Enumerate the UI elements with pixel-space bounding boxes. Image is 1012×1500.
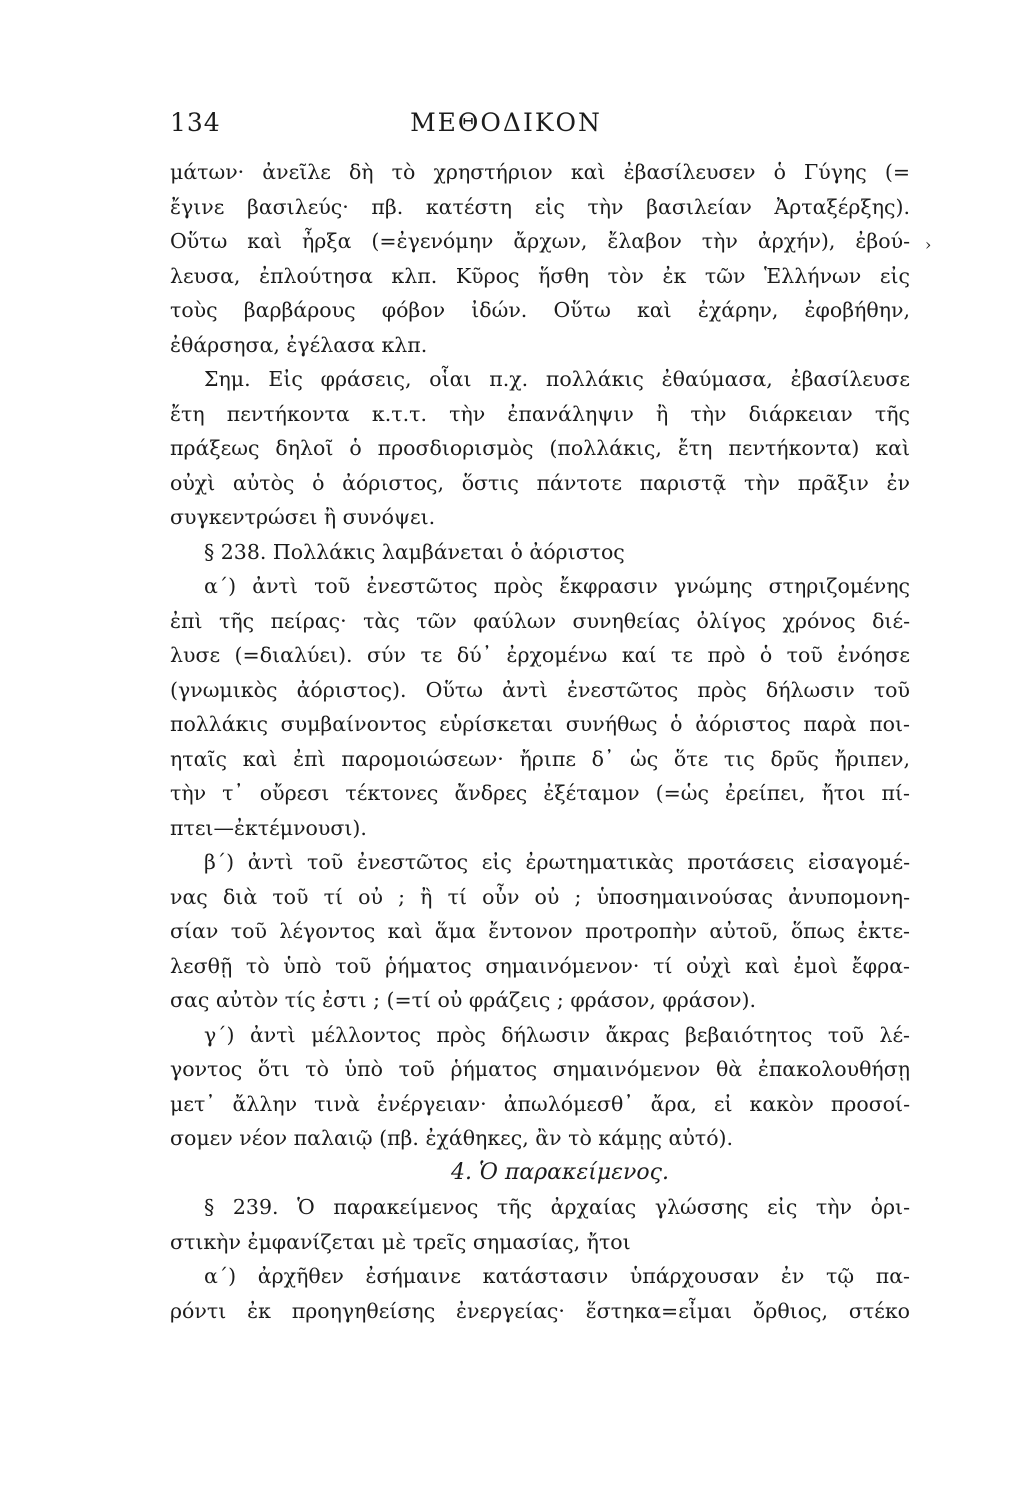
- note-line: Σημ. Εἰς φράσεις, οἷαι π.χ. πολλάκις ἐθαύμασα, ἐβασίλευσε: [204, 367, 910, 391]
- text-line: μετ᾽ ἄλλην τινὰ ἐνέργειαν· ἀπωλόμεσθ᾽ ἄρα, εἰ κακὸν προσοί-: [170, 1091, 910, 1116]
- text-line: α΄) ἀντὶ τοῦ ἐνεστῶτος πρὸς ἔκφρασιν γνώμης στηριζομένης: [204, 574, 910, 598]
- text-line: οὐχὶ αὐτὸς ὁ ἀόριστος, ὅστις πάντοτε παριστᾷ τὴν πρᾶξιν ἐν: [170, 470, 910, 495]
- margin-mark: ›: [925, 235, 932, 254]
- page-body: [170, 155, 910, 1328]
- text-line: ρόντι ἐκ προηγηθείσης ἐνεργείας· ἕστηκα=εἶμαι ὄρθιος, στέκο: [170, 1298, 910, 1323]
- text-line: ἐθάρσησα, ἐγέλασα κλπ.: [170, 332, 428, 357]
- text-line: στικὴν ἐμφανίζεται μὲ τρεῖς σημασίας, ἤτοι: [170, 1229, 631, 1254]
- text-line: γ΄) ἀντὶ μέλλοντος πρὸς δήλωσιν ἄκρας βεβαιότητος τοῦ λέ-: [204, 1022, 910, 1047]
- text-line: ἔτη πεντήκοντα κ.τ.τ. τὴν ἐπανάληψιν ἢ τὴν διάρκειαν τῆς: [170, 401, 910, 426]
- text-line: μάτων· ἀνεῖλε δὴ τὸ χρηστήριον καὶ ἐβασίλευσεν ὁ Γύγης (=: [170, 160, 910, 184]
- text-line: λυσε (=διαλύει). σύν τε δύ᾽ ἐρχομένω καί τε πρὸ ὁ τοῦ ἐνόησε: [170, 643, 910, 667]
- text-line: σίαν τοῦ λέγοντος καὶ ἅμα ἔντονον προτροπὴν αὐτοῦ, ὅπως ἐκτε-: [170, 919, 910, 943]
- text-line: συγκεντρώσει ἢ συνόψει.: [170, 505, 436, 529]
- text-line: σομεν νέον παλαιῷ (πβ. ἐχάθηκες, ἂν τὸ κάμῃς αὐτό).: [170, 1126, 734, 1150]
- page-number: 134: [170, 108, 221, 137]
- text-line: πολλάκις συμβαίνοντος εὑρίσκεται συνήθως ὁ ἀόριστος παρὰ ποι-: [170, 712, 910, 736]
- text-line: λεσθῇ τὸ ὑπὸ τοῦ ῥήματος σημαινόμενον· τί οὐχὶ καὶ ἐμοὶ ἔφρα-: [170, 953, 910, 978]
- section-heading-238: § 238. Πολλάκις λαμβάνεται ὁ ἀόριστος: [204, 539, 625, 564]
- text-line: α΄) ἀρχῆθεν ἐσήμαινε κατάστασιν ὑπάρχουσαν ἐν τῷ πα-: [204, 1264, 910, 1288]
- text-line: β΄) ἀντὶ τοῦ ἐνεστῶτος εἰς ἐρωτηματικὰς προτάσεις εἰσαγομέ-: [204, 850, 910, 874]
- text-line: τοὺς βαρβάρους φόβον ἰδών. Οὕτω καὶ ἐχάρην, ἐφοβήθην,: [170, 298, 910, 322]
- running-title: ΜΕΘΟΔΙΚΟΝ: [410, 108, 602, 137]
- text-line: τὴν τ᾽ οὔρεσι τέκτονες ἄνδρες ἐξέταμον (=ὡς ἐρείπει, ἤτοι πί-: [170, 781, 910, 805]
- section-heading-239: § 239. Ὁ παρακείμενος τῆς ἀρχαίας γλώσσης εἰς τὴν ὁρι-: [204, 1195, 910, 1219]
- text-line: νας διὰ τοῦ τί οὐ ; ἢ τί οὖν οὐ ; ὑποσημαινούσας ἀνυπομονη-: [170, 884, 910, 909]
- text-line: Οὕτω καὶ ἦρξα (=ἐγενόμην ἄρχων, ἔλαβον τὴν ἀρχήν), ἐβού-: [170, 229, 910, 253]
- subsection-heading: 4. Ὁ παρακείμενος.: [451, 1159, 669, 1185]
- text-line: γοντος ὅτι τὸ ὑπὸ τοῦ ῥήματος σημαινόμενον θὰ ἐπακολουθήσῃ: [170, 1057, 910, 1081]
- text-line: ηταῖς καὶ ἐπὶ παρομοιώσεων· ἤριπε δ᾽ ὡς ὅτε τις δρῦς ἤριπεν,: [170, 746, 910, 771]
- text-line: πράξεως δηλοῖ ὁ προσδιορισμὸς (πολλάκις, ἔτη πεντήκοντα) καὶ: [170, 436, 910, 460]
- text-line: πτει—ἐκτέμνουσι).: [170, 815, 367, 840]
- text-line: (γνωμικὸς ἀόριστος). Οὕτω ἀντὶ ἐνεστῶτος πρὸς δήλωσιν τοῦ: [170, 677, 910, 702]
- page-header: [0, 108, 1012, 148]
- text-line: ἐπὶ τῆς πείρας· τὰς τῶν φαύλων συνηθείας ὀλίγος χρόνος διέ-: [170, 608, 910, 633]
- text-line: σας αὐτὸν τίς ἐστι ; (=τί οὐ φράζεις ; φράσον, φράσον).: [170, 988, 756, 1012]
- text-line: λευσα, ἐπλούτησα κλπ. Κῦρος ἥσθη τὸν ἐκ τῶν Ἑλλήνων εἰς: [170, 263, 910, 288]
- text-line: ἔγινε βασιλεύς· πβ. κατέστη εἰς τὴν βασιλείαν Ἀρταξέρξης).: [170, 194, 910, 219]
